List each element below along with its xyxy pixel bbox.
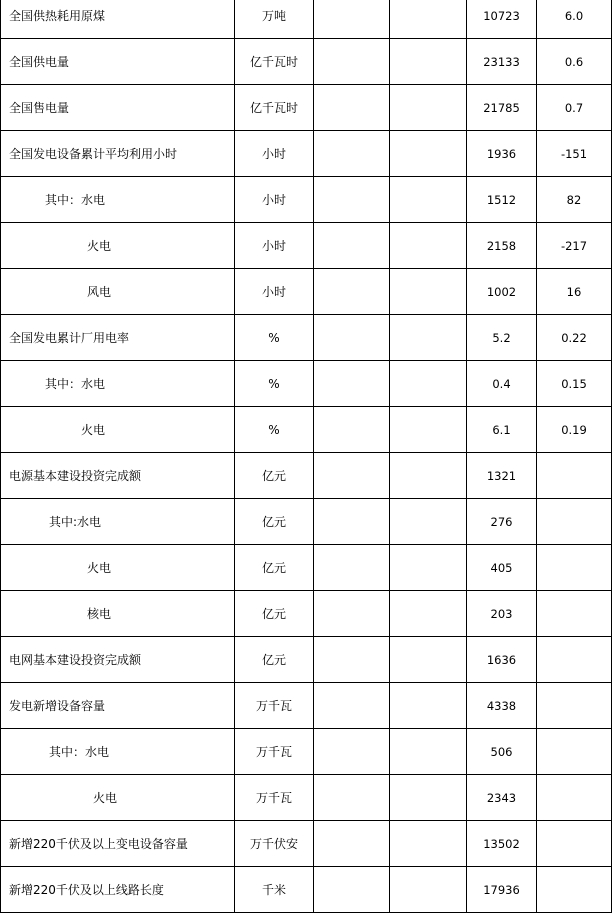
value-cell: 405 xyxy=(467,545,537,591)
table-row xyxy=(1,821,612,867)
empty-cell xyxy=(390,177,467,223)
empty-cell xyxy=(314,269,390,315)
empty-cell xyxy=(390,867,467,913)
value-cell: 2343 xyxy=(467,775,537,821)
value-cell: 4338 xyxy=(467,683,537,729)
unit-cell: 万千瓦 xyxy=(235,775,314,821)
table-row xyxy=(1,177,612,223)
change-cell: 82 xyxy=(537,177,612,223)
value-cell: 1512 xyxy=(467,177,537,223)
indicator-name-cell: 全国供电量 xyxy=(1,39,235,85)
table-row xyxy=(1,85,612,131)
table-row xyxy=(1,867,612,913)
value-cell: 21785 xyxy=(467,85,537,131)
table-row xyxy=(1,453,612,499)
change-cell xyxy=(537,453,612,499)
value-cell: 1936 xyxy=(467,131,537,177)
unit-cell: 万吨 xyxy=(235,0,314,39)
unit-cell: 亿元 xyxy=(235,637,314,683)
table-row xyxy=(1,499,612,545)
change-cell: 0.15 xyxy=(537,361,612,407)
value-cell: 23133 xyxy=(467,39,537,85)
empty-cell xyxy=(390,223,467,269)
indicator-name-cell: 电网基本建设投资完成额 xyxy=(1,637,235,683)
empty-cell xyxy=(390,821,467,867)
table-row xyxy=(1,223,612,269)
unit-cell: 亿元 xyxy=(235,499,314,545)
value-cell: 203 xyxy=(467,591,537,637)
indicator-name-cell: 火电 xyxy=(1,407,235,453)
indicator-name-cell: 核电 xyxy=(1,591,235,637)
empty-cell xyxy=(314,131,390,177)
change-cell xyxy=(537,867,612,913)
table-row xyxy=(1,315,612,361)
change-cell: 0.7 xyxy=(537,85,612,131)
change-cell: -151 xyxy=(537,131,612,177)
unit-cell: 亿元 xyxy=(235,545,314,591)
empty-cell xyxy=(314,407,390,453)
value-cell: 10723 xyxy=(467,0,537,39)
unit-cell: 小时 xyxy=(235,177,314,223)
indicator-name-cell: 全国售电量 xyxy=(1,85,235,131)
empty-cell xyxy=(390,131,467,177)
empty-cell xyxy=(314,453,390,499)
table-row xyxy=(1,591,612,637)
indicator-name-cell: 火电 xyxy=(1,775,235,821)
indicator-name-cell: 其中：水电 xyxy=(1,361,235,407)
empty-cell xyxy=(314,85,390,131)
unit-cell: 亿元 xyxy=(235,453,314,499)
empty-cell xyxy=(390,683,467,729)
change-cell xyxy=(537,821,612,867)
indicator-name-cell: 其中:水电 xyxy=(1,499,235,545)
empty-cell xyxy=(390,407,467,453)
empty-cell xyxy=(314,177,390,223)
empty-cell xyxy=(314,637,390,683)
table-row xyxy=(1,683,612,729)
empty-cell xyxy=(314,499,390,545)
indicator-name-cell: 火电 xyxy=(1,545,235,591)
empty-cell xyxy=(390,637,467,683)
unit-cell: 亿元 xyxy=(235,591,314,637)
indicator-name-cell: 发电新增设备容量 xyxy=(1,683,235,729)
value-cell: 13502 xyxy=(467,821,537,867)
indicator-name-cell: 新增220千伏及以上变电设备容量 xyxy=(1,821,235,867)
change-cell: 6.0 xyxy=(537,0,612,39)
empty-cell xyxy=(390,269,467,315)
empty-cell xyxy=(314,867,390,913)
change-cell xyxy=(537,775,612,821)
value-cell: 506 xyxy=(467,729,537,775)
unit-cell: 万千伏安 xyxy=(235,821,314,867)
empty-cell xyxy=(390,499,467,545)
change-cell: 0.22 xyxy=(537,315,612,361)
empty-cell xyxy=(390,315,467,361)
change-cell: 0.6 xyxy=(537,39,612,85)
unit-cell: % xyxy=(235,407,314,453)
table-row xyxy=(1,361,612,407)
value-cell: 1321 xyxy=(467,453,537,499)
empty-cell xyxy=(314,0,390,39)
value-cell: 1002 xyxy=(467,269,537,315)
unit-cell: 千米 xyxy=(235,867,314,913)
table-row xyxy=(1,0,612,39)
unit-cell: 万千瓦 xyxy=(235,683,314,729)
unit-cell: 小时 xyxy=(235,223,314,269)
empty-cell xyxy=(314,821,390,867)
table-row xyxy=(1,729,612,775)
empty-cell xyxy=(390,729,467,775)
empty-cell xyxy=(314,683,390,729)
empty-cell xyxy=(390,361,467,407)
table-row xyxy=(1,39,612,85)
value-cell: 0.4 xyxy=(467,361,537,407)
value-cell: 276 xyxy=(467,499,537,545)
empty-cell xyxy=(390,39,467,85)
indicator-name-cell: 其中：水电 xyxy=(1,177,235,223)
change-cell xyxy=(537,683,612,729)
empty-cell xyxy=(390,591,467,637)
table-row xyxy=(1,131,612,177)
value-cell: 5.2 xyxy=(467,315,537,361)
table-row xyxy=(1,775,612,821)
unit-cell: 万千瓦 xyxy=(235,729,314,775)
empty-cell xyxy=(314,775,390,821)
indicator-name-cell: 电源基本建设投资完成额 xyxy=(1,453,235,499)
indicator-name-cell: 其中：水电 xyxy=(1,729,235,775)
change-cell xyxy=(537,591,612,637)
unit-cell: 小时 xyxy=(235,131,314,177)
unit-cell: 亿千瓦时 xyxy=(235,85,314,131)
change-cell xyxy=(537,499,612,545)
unit-cell: 亿千瓦时 xyxy=(235,39,314,85)
empty-cell xyxy=(314,361,390,407)
value-cell: 2158 xyxy=(467,223,537,269)
empty-cell xyxy=(314,39,390,85)
value-cell: 6.1 xyxy=(467,407,537,453)
change-cell: 16 xyxy=(537,269,612,315)
empty-cell xyxy=(314,545,390,591)
unit-cell: % xyxy=(235,315,314,361)
empty-cell xyxy=(314,315,390,361)
table-row xyxy=(1,545,612,591)
empty-cell xyxy=(390,0,467,39)
change-cell xyxy=(537,545,612,591)
indicator-name-cell: 全国发电设备累计平均利用小时 xyxy=(1,131,235,177)
change-cell: 0.19 xyxy=(537,407,612,453)
change-cell xyxy=(537,729,612,775)
value-cell: 1636 xyxy=(467,637,537,683)
indicator-name-cell: 火电 xyxy=(1,223,235,269)
unit-cell: % xyxy=(235,361,314,407)
table-row xyxy=(1,407,612,453)
empty-cell xyxy=(390,775,467,821)
indicator-name-cell: 风电 xyxy=(1,269,235,315)
empty-cell xyxy=(314,591,390,637)
empty-cell xyxy=(314,729,390,775)
table-row xyxy=(1,637,612,683)
empty-cell xyxy=(390,545,467,591)
indicator-name-cell: 新增220千伏及以上线路长度 xyxy=(1,867,235,913)
empty-cell xyxy=(314,223,390,269)
indicator-name-cell: 全国供热耗用原煤 xyxy=(1,0,235,39)
empty-cell xyxy=(390,85,467,131)
statistics-table-body xyxy=(1,0,612,913)
indicator-name-cell: 全国发电累计厂用电率 xyxy=(1,315,235,361)
table-row xyxy=(1,269,612,315)
change-cell xyxy=(537,637,612,683)
empty-cell xyxy=(390,453,467,499)
value-cell: 17936 xyxy=(467,867,537,913)
unit-cell: 小时 xyxy=(235,269,314,315)
change-cell: -217 xyxy=(537,223,612,269)
